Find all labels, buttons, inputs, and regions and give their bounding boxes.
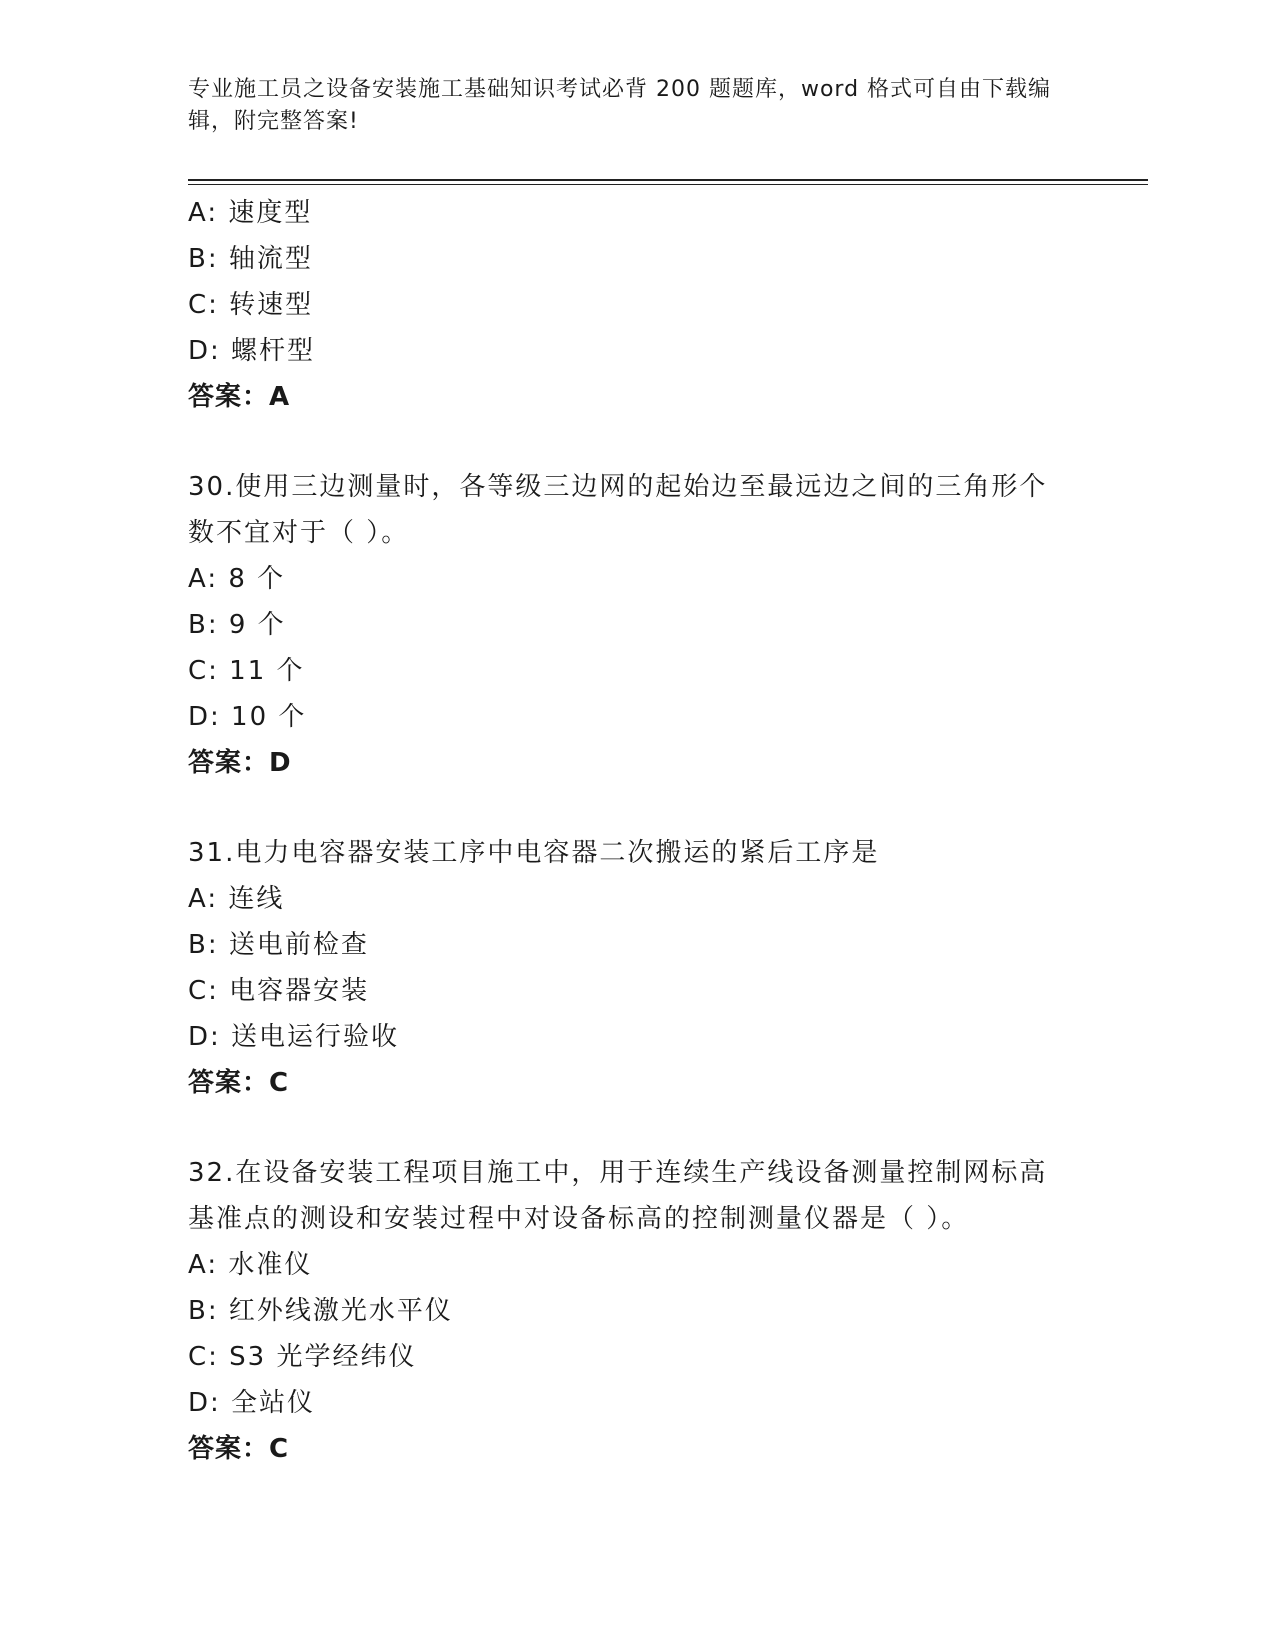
- answer-line: 答案：D: [188, 748, 292, 778]
- option-d: D: 10 个: [188, 702, 307, 732]
- option-c: C: 电容器安装: [188, 976, 370, 1006]
- option-b: B: 红外线激光水平仪: [188, 1296, 453, 1326]
- question-block-30: [188, 464, 1088, 786]
- spacer: [188, 1106, 1088, 1150]
- option-a: A: 水准仪: [188, 1250, 313, 1280]
- option-d: D: 送电运行验收: [188, 1022, 400, 1052]
- answer-line: 答案：C: [188, 1068, 290, 1098]
- option-b: B: 送电前检查: [188, 930, 369, 960]
- header-rule-thick: [188, 179, 1148, 181]
- spacer: [188, 420, 1088, 464]
- question-stem-line1: 32.在设备安装工程项目施工中，用于连续生产线设备测量控制网标高: [188, 1158, 1048, 1188]
- question-stem-line2: 基准点的测设和安装过程中对设备标高的控制测量仪器是（ ）。: [188, 1204, 970, 1234]
- question-block-31: [188, 830, 1088, 1106]
- answer-line: 答案：A: [188, 382, 291, 412]
- spacer: [188, 786, 1088, 830]
- header-rule-thin: [188, 184, 1148, 185]
- option-a: A: 速度型: [188, 198, 313, 228]
- question-stem-line1: 30.使用三边测量时，各等级三边网的起始边至最远边之间的三角形个: [188, 472, 1048, 502]
- option-b: B: 9 个: [188, 610, 286, 640]
- option-b: B: 轴流型: [188, 244, 313, 274]
- question-stem-line2: 数不宜对于（ ）。: [188, 518, 410, 548]
- option-c: C: 11 个: [188, 656, 305, 686]
- option-c: C: 转速型: [188, 290, 314, 320]
- document-header: [188, 74, 1068, 138]
- question-block-32: [188, 1150, 1088, 1472]
- question-content: [188, 190, 1088, 1472]
- question-stem-line1: 31.电力电容器安装工序中电容器二次搬运的紧后工序是: [188, 838, 880, 868]
- option-c: C: S3 光学经纬仪: [188, 1342, 417, 1372]
- option-a: A: 连线: [188, 884, 285, 914]
- header-title: 专业施工员之设备安装施工基础知识考试必背 200 题题库，word 格式可自由下载编辑，附完整答案!: [188, 77, 1052, 134]
- option-a: A: 8 个: [188, 564, 286, 594]
- option-d: D: 全站仪: [188, 1388, 316, 1418]
- option-d: D: 螺杆型: [188, 336, 316, 366]
- question-block-29: [188, 190, 1088, 420]
- answer-line: 答案：C: [188, 1434, 290, 1464]
